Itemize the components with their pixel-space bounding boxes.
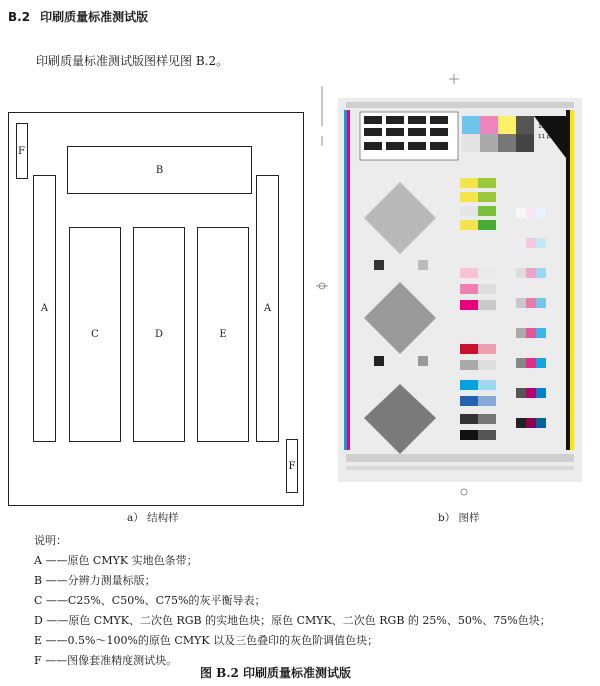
intro-paragraph: 印刷质量标准测试版图样见图 B.2。 <box>36 54 229 68</box>
block-b-label: B <box>155 164 164 176</box>
legend-item-e: E ——0.5%～100%的原色 CMYK 以及三色叠印的灰色阶调值色块； <box>34 634 379 647</box>
structure-diagram <box>8 112 304 506</box>
block-c-label: C <box>91 329 99 340</box>
caption-structure: a） 结构样 <box>127 512 179 524</box>
block-a-left <box>33 175 56 442</box>
legend-item-d: D ——原色 CMYK、二次色 RGB 的实地色块；原色 CMYK、二次色 RGB 的 25%、50%、75%色块； <box>34 614 551 627</box>
legend-title: 说明： <box>34 534 67 547</box>
block-a-right <box>256 175 279 442</box>
figure-caption: 图 B.2 印刷质量标准测试版 <box>200 666 352 680</box>
section-title: 印刷质量标准测试版 <box>40 10 149 24</box>
sample-text-11pt: 11 pt Arial <box>538 134 567 140</box>
sample-text-12pt: 12 pt Arial <box>538 123 570 130</box>
legend-item-b: B ——分辨力测量标版； <box>34 574 156 587</box>
block-d <box>133 227 185 442</box>
block-f-top <box>16 123 28 179</box>
test-chart-sample <box>338 98 582 482</box>
legend-item-a: A ——原色 CMYK 实地色条带； <box>34 554 198 567</box>
test-chart-graphic <box>338 98 582 482</box>
block-d-label: D <box>154 329 164 340</box>
section-heading <box>8 8 148 25</box>
block-a-right-label: A <box>263 303 272 314</box>
block-e <box>197 227 249 442</box>
section-number: B.2 <box>8 10 31 24</box>
block-c <box>69 227 121 442</box>
block-a-left-label: A <box>40 303 49 314</box>
block-f-top-label: F <box>18 145 25 157</box>
legend-item-c: C ——C25%、C50%、C75%的灰平衡导表； <box>34 594 266 607</box>
block-f-bottom <box>286 439 298 493</box>
caption-sample: b） 图样 <box>438 512 480 524</box>
block-f-bottom-label: F <box>288 460 296 472</box>
legend-item-f: F ——图像套准精度测试块。 <box>34 654 178 667</box>
block-b <box>67 146 252 194</box>
block-e-label: E <box>219 329 227 340</box>
